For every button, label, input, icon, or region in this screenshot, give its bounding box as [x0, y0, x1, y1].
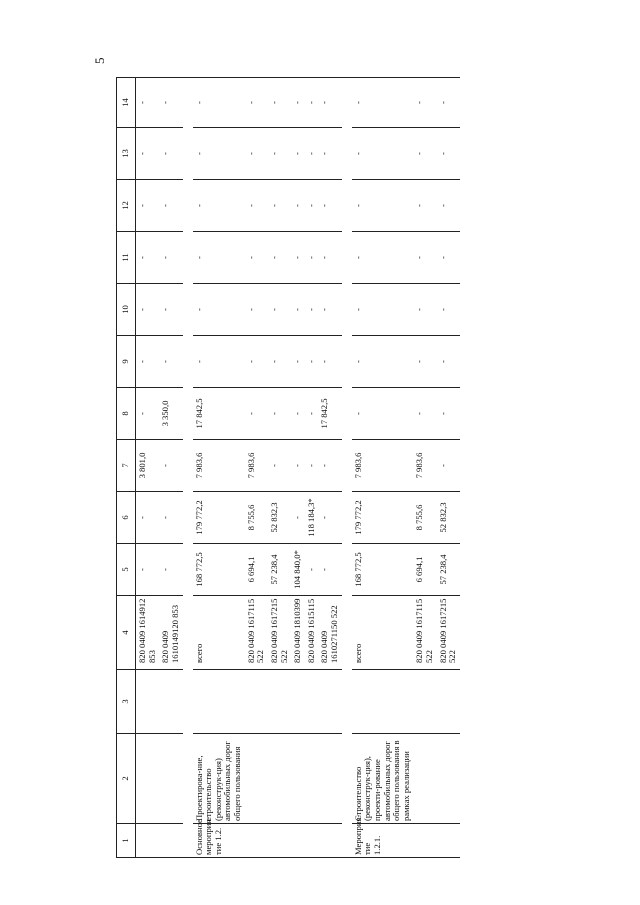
cell-value: - [413, 336, 436, 388]
spacer-row [342, 78, 352, 858]
cell-value: 8 755,6 [413, 492, 436, 544]
cell-value: - [318, 492, 341, 544]
column-number-row [117, 78, 136, 858]
cell-value: - [437, 128, 460, 180]
cell-value: - [136, 336, 160, 388]
cell-name [159, 734, 182, 824]
header-cell: 13 [117, 128, 136, 180]
cell-value: 168 772,5 [352, 544, 414, 596]
header-cell: 3 [117, 670, 136, 734]
cell-value: 17 842,5 [193, 388, 245, 440]
cell-executor [413, 670, 436, 734]
cell-value: - [136, 232, 160, 284]
cell-value: - [159, 440, 182, 492]
cell-value: - [245, 78, 268, 128]
cell-value: - [193, 284, 245, 336]
cell-value: 52 832,3 [437, 492, 460, 544]
cell-executor [352, 670, 414, 734]
header-cell: 9 [117, 336, 136, 388]
table-body [136, 78, 460, 858]
cell-value: 168 772,5 [193, 544, 245, 596]
cell-event [159, 824, 182, 858]
cell-budget-code: 820 0409 1610271150 522 [318, 596, 341, 670]
cell-name: Проектирова-ние, строительство (реконструк-ция) автомобильных дорог общего пользования [193, 734, 245, 824]
cell-value: - [318, 284, 341, 336]
cell-value: - [159, 232, 182, 284]
spacer-row [183, 78, 193, 858]
cell-value: - [318, 180, 341, 232]
cell-value: - [291, 128, 305, 180]
cell-value: - [318, 232, 341, 284]
cell-budget-code: 820 0409 1617215 522 [268, 596, 291, 670]
cell-value: - [437, 388, 460, 440]
cell-value: - [305, 440, 319, 492]
cell-value: - [437, 336, 460, 388]
cell-event [291, 824, 305, 858]
cell-value: - [352, 284, 414, 336]
cell-value: - [437, 232, 460, 284]
cell-value: - [268, 440, 291, 492]
cell-value: 3 350,0 [159, 388, 182, 440]
cell-value: - [159, 78, 182, 128]
cell-value: - [193, 180, 245, 232]
cell-value: - [268, 78, 291, 128]
cell-value: - [352, 232, 414, 284]
cell-value: - [136, 388, 160, 440]
cell-value: - [136, 284, 160, 336]
cell-value: - [413, 388, 436, 440]
cell-value: - [268, 180, 291, 232]
cell-value: - [413, 180, 436, 232]
cell-value: 57 238,4 [268, 544, 291, 596]
spacer-cell [183, 78, 193, 858]
cell-value: - [352, 180, 414, 232]
cell-value: - [159, 544, 182, 596]
cell-value: 7 983,6 [352, 440, 414, 492]
cell-value: 52 832,3 [268, 492, 291, 544]
cell-value: - [291, 336, 305, 388]
cell-value: - [291, 492, 305, 544]
spacer-cell [342, 78, 352, 858]
cell-value: 57 238,4 [437, 544, 460, 596]
cell-value: - [413, 78, 436, 128]
cell-value: - [268, 388, 291, 440]
cell-budget-code: 820 0409 1810399 [291, 596, 305, 670]
cell-value: - [245, 180, 268, 232]
cell-executor [136, 670, 160, 734]
table-row [318, 78, 341, 858]
cell-value: - [352, 336, 414, 388]
cell-value: - [291, 180, 305, 232]
cell-value: - [413, 284, 436, 336]
cell-value: - [193, 232, 245, 284]
cell-value: - [291, 388, 305, 440]
cell-event [245, 824, 268, 858]
cell-event [318, 824, 341, 858]
cell-value: 6 694,1 [245, 544, 268, 596]
header-cell: 5 [117, 544, 136, 596]
cell-value: - [136, 492, 160, 544]
cell-value: - [268, 336, 291, 388]
cell-value: - [268, 128, 291, 180]
cell-name: Строительство (реконструк-ция), проекти-рование автомобильных дорог общего пользования в рамках реализации [352, 734, 414, 824]
table-row [291, 78, 305, 858]
cell-name [437, 734, 460, 824]
cell-value: 7 983,6 [413, 440, 436, 492]
cell-executor [193, 670, 245, 734]
header-cell: 14 [117, 78, 136, 128]
cell-value: 179 772,2 [193, 492, 245, 544]
header-cell: 1 [117, 824, 136, 858]
budget-table [116, 77, 460, 858]
rotated-table-area [116, 78, 546, 858]
cell-value: - [136, 78, 160, 128]
table-row [159, 78, 182, 858]
cell-value: - [268, 284, 291, 336]
header-cell: 4 [117, 596, 136, 670]
cell-executor [291, 670, 305, 734]
cell-name [413, 734, 436, 824]
table-row [268, 78, 291, 858]
cell-value: - [305, 180, 319, 232]
cell-value: - [245, 232, 268, 284]
table-row [437, 78, 460, 858]
cell-value: - [291, 284, 305, 336]
cell-value: - [159, 492, 182, 544]
header-cell: 6 [117, 492, 136, 544]
cell-value: - [245, 388, 268, 440]
cell-value: - [352, 388, 414, 440]
cell-value: - [305, 544, 319, 596]
cell-value: - [305, 388, 319, 440]
cell-value: - [193, 336, 245, 388]
header-cell: 11 [117, 232, 136, 284]
cell-executor [437, 670, 460, 734]
header-cell: 8 [117, 388, 136, 440]
cell-value: - [352, 128, 414, 180]
cell-event: Мероприя-тие 1.2.1. [352, 824, 414, 858]
table-row [245, 78, 268, 858]
cell-budget-code: 820 0409 1610149120 853 [159, 596, 182, 670]
cell-value: - [136, 128, 160, 180]
cell-value: - [318, 128, 341, 180]
cell-value: - [291, 78, 305, 128]
table-row [136, 78, 160, 858]
cell-value: - [305, 232, 319, 284]
cell-value: - [136, 180, 160, 232]
cell-value: 6 694,1 [413, 544, 436, 596]
header-cell: 12 [117, 180, 136, 232]
cell-value: - [413, 232, 436, 284]
cell-executor [305, 670, 319, 734]
table-row [305, 78, 319, 858]
table-row [352, 78, 414, 858]
cell-value: - [245, 284, 268, 336]
cell-value: 118 184,3* [305, 492, 319, 544]
cell-budget-code: 820 0409 1617215 522 [437, 596, 460, 670]
cell-value: - [159, 284, 182, 336]
cell-value: - [245, 128, 268, 180]
cell-name [136, 734, 160, 824]
cell-name [291, 734, 305, 824]
cell-budget-code: 820 0409 1614912 853 [136, 596, 160, 670]
cell-executor [245, 670, 268, 734]
cell-value: - [159, 180, 182, 232]
cell-value: - [193, 128, 245, 180]
cell-value: - [159, 128, 182, 180]
cell-budget-code: 820 0409 1617115 522 [245, 596, 268, 670]
cell-budget-code: 820 0409 1617115 522 [413, 596, 436, 670]
cell-event [268, 824, 291, 858]
cell-value: 104 840,0* [291, 544, 305, 596]
cell-value: - [291, 232, 305, 284]
cell-value: - [305, 284, 319, 336]
cell-budget-code: всего [193, 596, 245, 670]
cell-value: - [268, 232, 291, 284]
cell-value: - [437, 440, 460, 492]
cell-value: - [291, 440, 305, 492]
cell-value: 8 755,6 [245, 492, 268, 544]
cell-value: 3 801,0 [136, 440, 160, 492]
cell-value: 179 772,2 [352, 492, 414, 544]
header-cell: 7 [117, 440, 136, 492]
cell-value: - [305, 336, 319, 388]
cell-executor [318, 670, 341, 734]
cell-value: - [136, 544, 160, 596]
cell-value: 17 842,5 [318, 388, 341, 440]
cell-value: - [245, 336, 268, 388]
cell-event [413, 824, 436, 858]
cell-value: - [437, 78, 460, 128]
cell-value: - [318, 78, 341, 128]
cell-name [245, 734, 268, 824]
cell-value: - [318, 544, 341, 596]
cell-value: 7 983,6 [193, 440, 245, 492]
cell-event [136, 824, 160, 858]
cell-name [305, 734, 319, 824]
cell-value: - [305, 128, 319, 180]
cell-name [318, 734, 341, 824]
cell-event: Основное мероприя-тие 1.2. [193, 824, 245, 858]
cell-name [268, 734, 291, 824]
cell-value: - [305, 78, 319, 128]
cell-value: - [437, 180, 460, 232]
cell-value: - [437, 284, 460, 336]
cell-executor [159, 670, 182, 734]
header-cell: 10 [117, 284, 136, 336]
cell-value: - [159, 336, 182, 388]
cell-value: 7 983,6 [245, 440, 268, 492]
cell-budget-code: 820 0409 1615115 [305, 596, 319, 670]
header-cell: 2 [117, 734, 136, 824]
cell-value: - [413, 128, 436, 180]
table-row [413, 78, 436, 858]
cell-budget-code: всего [352, 596, 414, 670]
cell-executor [268, 670, 291, 734]
page-number: 5 [92, 57, 107, 64]
cell-value: - [193, 78, 245, 128]
cell-value: - [318, 440, 341, 492]
cell-event [305, 824, 319, 858]
cell-value: - [318, 336, 341, 388]
cell-value: - [352, 78, 414, 128]
table-row [193, 78, 245, 858]
cell-event [437, 824, 460, 858]
